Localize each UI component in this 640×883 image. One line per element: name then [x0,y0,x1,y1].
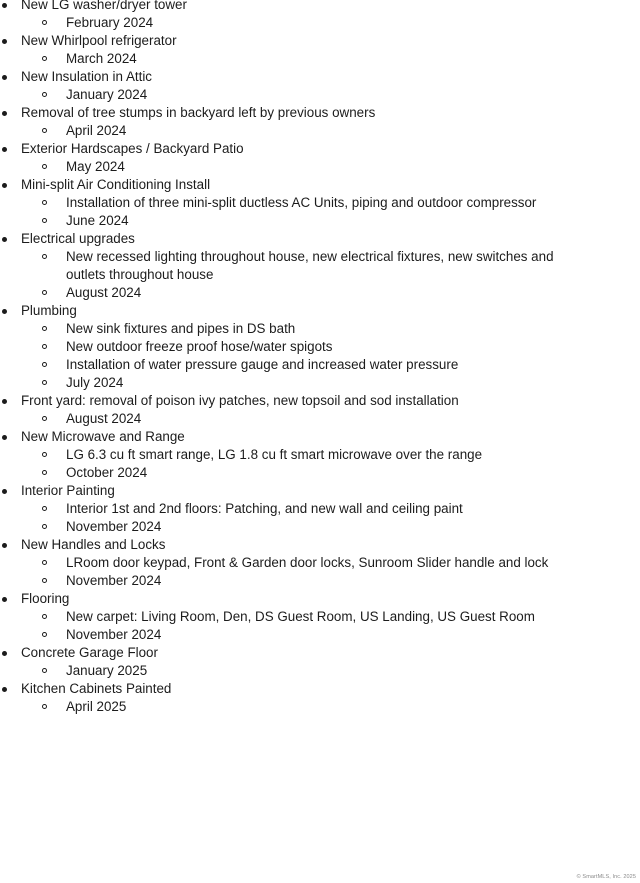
list-item-label: Mini-split Air Conditioning Install [0,176,640,194]
list-item-label: New LG washer/dryer tower [0,0,640,14]
list-item [0,680,640,716]
circle-bullet-icon [42,452,47,457]
circle-bullet-icon [42,668,47,673]
circle-bullet-icon [42,128,47,133]
sub-item: February 2024 [0,14,640,32]
list-item [0,536,640,590]
list-item [0,0,640,32]
bullet-icon [2,399,7,404]
bullet-icon [2,489,7,494]
circle-bullet-icon [42,470,47,475]
list-item-label: Concrete Garage Floor [0,644,640,662]
list-item [0,644,640,680]
circle-bullet-icon [42,326,47,331]
circle-bullet-icon [42,506,47,511]
bullet-icon [2,687,7,692]
circle-bullet-icon [42,362,47,367]
list-item-label: New Insulation in Attic [0,68,640,86]
circle-bullet-icon [42,218,47,223]
bullet-icon [2,435,7,440]
sub-item: New outdoor freeze proof hose/water spigots [0,338,640,356]
circle-bullet-icon [42,632,47,637]
sub-item: New sink fixtures and pipes in DS bath [0,320,640,338]
sub-item: August 2024 [0,284,640,302]
circle-bullet-icon [42,20,47,25]
circle-bullet-icon [42,290,47,295]
list-item-label: Interior Painting [0,482,640,500]
circle-bullet-icon [42,200,47,205]
sub-item: August 2024 [0,410,640,428]
bullet-icon [2,147,7,152]
circle-bullet-icon [42,164,47,169]
sub-item: LRoom door keypad, Front & Garden door locks, Sunroom Slider handle and lock [0,554,640,572]
sub-item: May 2024 [0,158,640,176]
list-item [0,302,640,392]
bullet-icon [2,111,7,116]
list-item [0,590,640,644]
list-item-label: New Handles and Locks [0,536,640,554]
sub-item: July 2024 [0,374,640,392]
bullet-icon [2,543,7,548]
sub-item: Installation of water pressure gauge and increased water pressure [0,356,640,374]
list-item [0,428,640,482]
sub-item: March 2024 [0,50,640,68]
bullet-icon [2,183,7,188]
sub-item: Interior 1st and 2nd floors: Patching, and new wall and ceiling paint [0,500,640,518]
list-item [0,32,640,68]
circle-bullet-icon [42,92,47,97]
list-item-label: Kitchen Cabinets Painted [0,680,640,698]
circle-bullet-icon [42,56,47,61]
list-item-label: Flooring [0,590,640,608]
list-item [0,482,640,536]
circle-bullet-icon [42,578,47,583]
bullet-icon [2,75,7,80]
list-item [0,104,640,140]
circle-bullet-icon [42,416,47,421]
list-item [0,68,640,104]
list-item-label: Plumbing [0,302,640,320]
sub-item: LG 6.3 cu ft smart range, LG 1.8 cu ft smart microwave over the range [0,446,640,464]
sub-item: April 2025 [0,698,640,716]
sub-item: January 2025 [0,662,640,680]
circle-bullet-icon [42,614,47,619]
list-item-label: Removal of tree stumps in backyard left by previous owners [0,104,640,122]
sub-item: Installation of three mini-split ductless AC Units, piping and outdoor compressor [0,194,640,212]
sub-item: New recessed lighting throughout house, new electrical fixtures, new switches and outlets throughout house [0,248,640,284]
list-item [0,230,640,302]
bullet-icon [2,309,7,314]
sub-item: November 2024 [0,572,640,590]
list-item-label: New Whirlpool refrigerator [0,32,640,50]
list-item [0,392,640,428]
bullet-icon [2,237,7,242]
watermark: © SmartMLS, Inc. 2025 [576,874,636,880]
sub-item: November 2024 [0,518,640,536]
list-item-label: Front yard: removal of poison ivy patches, new topsoil and sod installation [0,392,640,410]
list-item-label: New Microwave and Range [0,428,640,446]
list-item [0,140,640,176]
sub-item: June 2024 [0,212,640,230]
circle-bullet-icon [42,560,47,565]
sub-item: January 2024 [0,86,640,104]
list-item-label: Electrical upgrades [0,230,640,248]
bullet-icon [2,651,7,656]
sub-item: April 2024 [0,122,640,140]
bullet-icon [2,3,7,8]
circle-bullet-icon [42,380,47,385]
sub-item: October 2024 [0,464,640,482]
bullet-icon [2,597,7,602]
bullet-icon [2,39,7,44]
circle-bullet-icon [42,254,47,259]
circle-bullet-icon [42,524,47,529]
sub-item: November 2024 [0,626,640,644]
sub-item: New carpet: Living Room, Den, DS Guest Room, US Landing, US Guest Room [0,608,640,626]
list-item-label: Exterior Hardscapes / Backyard Patio [0,140,640,158]
circle-bullet-icon [42,344,47,349]
list-item [0,176,640,230]
circle-bullet-icon [42,704,47,709]
